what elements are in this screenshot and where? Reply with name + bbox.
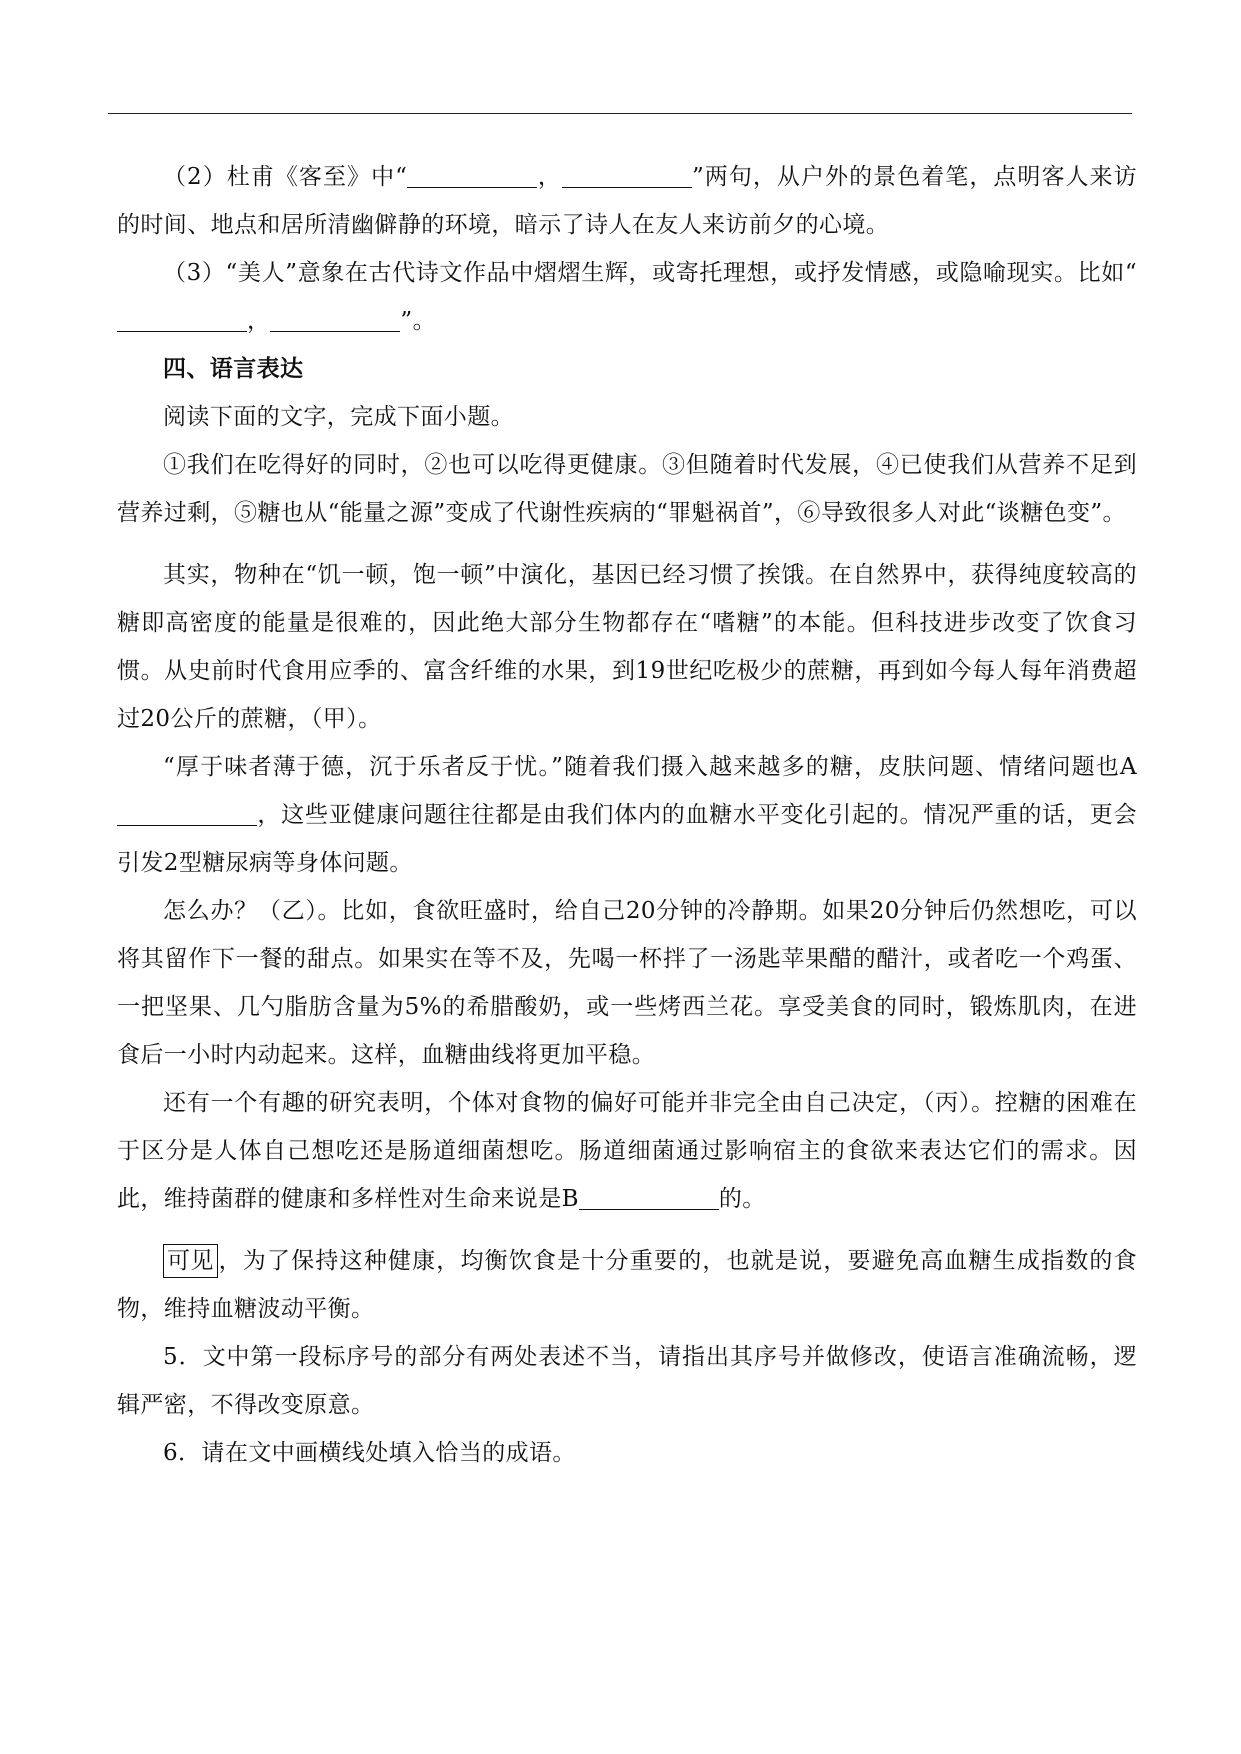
q2-blank-2[interactable]	[562, 161, 692, 188]
para5-text-after: 的。	[718, 1186, 766, 1212]
question-6: 6．请在文中画横线处填入恰当的成语。	[163, 1440, 576, 1466]
blank-b[interactable]	[579, 1183, 719, 1210]
boxed-word: 可见	[163, 1244, 218, 1278]
passage-paragraph-6	[117, 1237, 1137, 1333]
reading-instruction: 阅读下面的文字，完成下面小题。	[163, 404, 514, 430]
q3-blank-1[interactable]	[117, 305, 247, 332]
q2-blank-1[interactable]	[407, 161, 537, 188]
para6-text: ，为了保持这种健康，均衡饮食是十分重要的，也就是说，要避免高血糖生成指数的食物，维持血糖波动平衡。	[117, 1248, 1137, 1322]
q2-text-before: （2）杜甫《客至》中“	[163, 164, 408, 190]
passage-paragraph-1: ①我们在吃得好的同时，②也可以吃得更健康。③但随着时代发展，④已使我们从营养不足到营养过剩，⑤糖也从“能量之源”变成了代谢性疾病的“罪魁祸首”，⑥导致很多人对此“谈糖色变”。	[117, 452, 1137, 526]
question-2	[117, 153, 1137, 249]
q2-separator: ，	[537, 164, 562, 190]
q3-separator: ，	[247, 308, 271, 334]
passage-paragraph-2: 其实，物种在“饥一顿，饱一顿”中演化，基因已经习惯了挨饿。在自然界中，获得纯度较高的糖即高密度的能量是很难的，因此绝大部分生物都存在“嗜糖”的本能。但科技进步改变了饮食习惯。从史前时代食用应季的、富含纤维的水果，到19世纪吃极少的蔗糖，再到如今每人每年消费超过20公斤的蔗糖，（甲）。	[117, 562, 1137, 732]
para5-text-before: 还有一个有趣的研究表明，个体对食物的偏好可能并非完全由自己决定，（丙）。控糖的困难在于区分是人体自己想吃还是肠道细菌想吃。肠道细菌通过影响宿主的食欲来表达它们的需求。因此，维持菌群的健康和多样性对生命来说是B	[117, 1090, 1137, 1212]
q3-text-before: （3）“美人”意象在古代诗文作品中熠熠生辉，或寄托理想，或抒发情感，或隐喻现实。比如“	[163, 260, 1137, 286]
q3-blank-2[interactable]	[270, 305, 400, 332]
question-3	[117, 249, 1137, 345]
document-body	[117, 153, 1137, 1477]
passage-paragraph-4: 怎么办？（乙）。比如，食欲旺盛时，给自己20分钟的冷静期。如果20分钟后仍然想吃，可以将其留作下一餐的甜点。如果实在等不及，先喝一杯拌了一汤匙苹果醋的醋汁，或者吃一个鸡蛋、一把坚果、几勺脂肪含量为5%的希腊酸奶，或一些烤西兰花。享受美食的同时，锻炼肌肉，在进食后一小时内动起来。这样，血糖曲线将更加平稳。	[117, 898, 1137, 1068]
q3-text-after: ”。	[400, 308, 436, 334]
para3-text-before: “厚于味者薄于德，沉于乐者反于忧。”随着我们摄入越来越多的糖，皮肤问题、情绪问题也A	[163, 754, 1137, 780]
para3-text-after: ，这些亚健康问题往往都是由我们体内的血糖水平变化引起的。情况严重的话，更会引发2型糖尿病等身体问题。	[117, 802, 1137, 876]
question-5: 5．文中第一段标序号的部分有两处表述不当，请指出其序号并做修改，使语言准确流畅，逻辑严密，不得改变原意。	[117, 1344, 1137, 1418]
blank-a[interactable]	[117, 799, 257, 826]
section-heading: 四、语言表达	[163, 356, 304, 382]
header-rule	[108, 113, 1132, 114]
q2-text-after: ”两句，从户外的景色着笔，点明客人来访的时间、地点和居所清幽僻静的环境，暗示了诗人在友人来访前夕的心境。	[117, 164, 1138, 238]
passage-paragraph-5	[117, 1079, 1137, 1223]
passage-paragraph-3	[117, 743, 1137, 887]
